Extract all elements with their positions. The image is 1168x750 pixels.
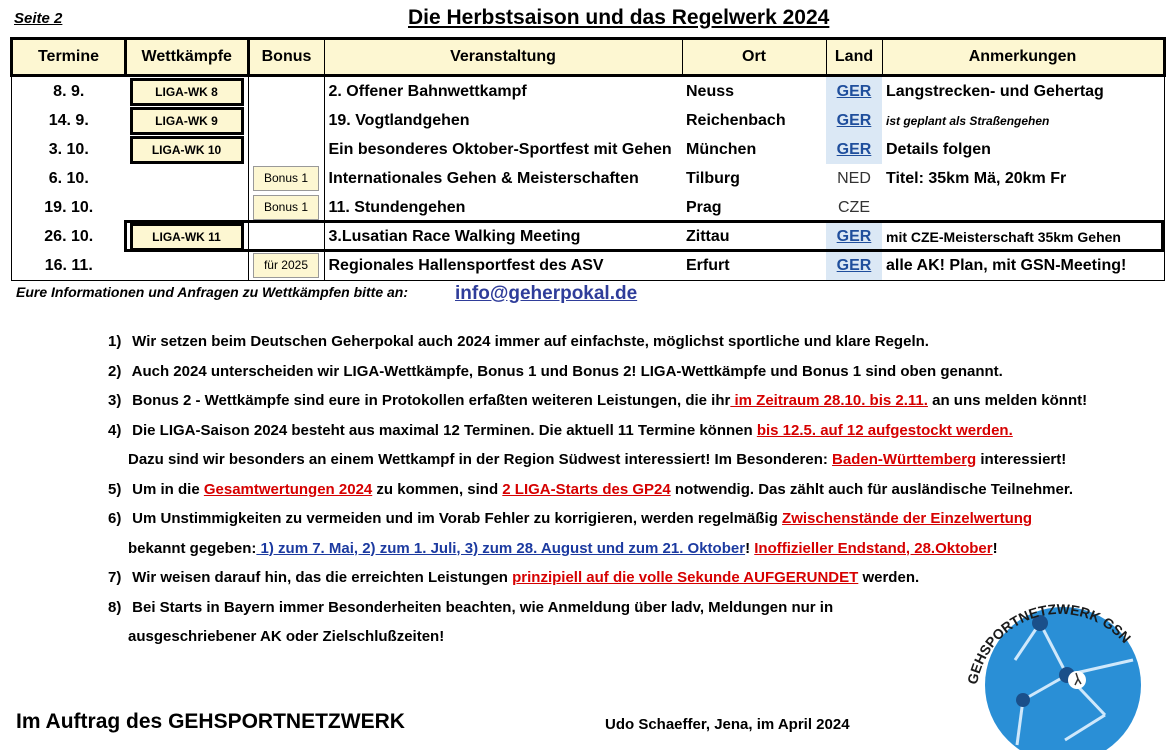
rule-highlight: Zwischenstände der Einzelwertung [782, 510, 1033, 527]
rule-highlight: prinzipiell auf die volle Sekunde AUFGERUNDET [512, 569, 859, 586]
table-row [12, 222, 1165, 251]
table-row [12, 106, 1165, 135]
rule-text: Auch 2024 unterscheiden wir LIGA-Wettkämpfe, Bonus 1 und Bonus 2! LIGA-Wettkämpfe und Bonus 1 sind oben genannt. [131, 362, 1003, 380]
cell-land-link[interactable]: GER [826, 76, 882, 107]
header-termine: Termine [12, 39, 126, 76]
table-row [12, 76, 1165, 107]
rule-item [108, 509, 1128, 539]
header-land: Land [826, 39, 882, 76]
cell-wk [126, 251, 249, 281]
rule-highlight: bis 12.5. auf 12 aufgestockt werden. [756, 421, 1013, 439]
cell-date: 26. 10. [12, 222, 126, 251]
cell-bonus [248, 106, 324, 135]
cell-place: Erfurt [682, 251, 826, 281]
bonus-badge: für 2025 [253, 253, 319, 278]
cell-wk [126, 164, 249, 193]
liga-badge: LIGA-WK 11 [130, 223, 244, 251]
rule-highlight: Inoffizieller Endstand, 28.Oktober [754, 539, 993, 557]
cell-event: 3.Lusatian Race Walking Meeting [324, 222, 682, 251]
rule-highlight: Gesamtwertungen 2024 [203, 480, 373, 498]
cell-event: 19. Vogtlandgehen [324, 106, 682, 135]
cell-date: 16. 11. [12, 251, 126, 281]
cell-event: Ein besonderes Oktober-Sportfest mit Gehen [324, 135, 682, 164]
rule-number: 3) [108, 392, 122, 409]
cell-place: Prag [686, 198, 722, 216]
rule-text: Wir setzen beim Deutschen Geherpokal auch 2024 immer auf einfachste, möglichst sportliche und klare Regeln. [132, 333, 929, 350]
rule-text: interessiert! [976, 451, 1067, 468]
cell-notes: Langstrecken- und Gehertag [882, 76, 1164, 107]
header-wettkaempfe: Wettkämpfe [126, 39, 249, 76]
rule-text: an uns melden könnt! [927, 392, 1088, 409]
page-label: Seite 2 [14, 10, 63, 27]
cell-date: 6. 10. [12, 164, 126, 193]
footer-organisation: Im Auftrag des GEHSPORTNETZWERK [16, 710, 405, 733]
cell-land-link[interactable]: GER [826, 106, 882, 135]
bonus-badge: Bonus 1 [253, 166, 319, 191]
cell-bonus [248, 135, 324, 164]
rule-text: werden. [858, 569, 920, 586]
rule-item [108, 332, 1128, 362]
header-anmerkungen: Anmerkungen [882, 39, 1164, 76]
rule-number: 7) [108, 569, 122, 586]
rule-highlight: im Zeitraum 28.10. bis 2.11. [730, 392, 928, 409]
table-row [12, 135, 1165, 164]
rule-text: ! [992, 539, 998, 557]
rule-number: 8) [108, 598, 122, 616]
rule-continuation [108, 450, 1128, 480]
rule-item [108, 362, 1128, 392]
rule-dates: 1) zum 7. Mai, 2) zum 1. Juli, 3) zum 28. August und zum 21. Oktober [256, 539, 746, 557]
rule-item [108, 421, 1128, 451]
email-link[interactable]: info@geherpokal.de [455, 283, 638, 304]
rule-text: Wir weisen darauf hin, das die erreichten Leistungen [132, 569, 513, 586]
cell-event: 2. Offener Bahnwettkampf [324, 76, 682, 107]
schedule-table [10, 37, 1166, 281]
info-text: Eure Informationen und Anfragen zu Wettkämpfen bitte an: [16, 284, 409, 300]
rule-item [108, 480, 1128, 510]
cell-notes: Titel: 35km Mä, 20km Fr [882, 164, 1164, 193]
cell-date: 14. 9. [12, 106, 126, 135]
liga-badge: LIGA-WK 10 [130, 136, 244, 164]
rule-text: Um in die [132, 480, 204, 498]
rule-continuation [108, 539, 1128, 569]
cell-bonus [248, 76, 324, 107]
rule-number: 1) [108, 333, 122, 350]
cell-event: Internationales Gehen & Meisterschaften [324, 164, 682, 193]
cell-place: Reichenbach [686, 111, 786, 129]
cell-date: 3. 10. [12, 135, 126, 164]
rule-number: 6) [108, 510, 122, 527]
rule-highlight: Baden-Württemberg [832, 451, 977, 468]
rule-text: Bei Starts in Bayern immer Besonderheiten beachten, wie Anmeldung über ladv, Meldungen nur in [132, 598, 834, 616]
footer-author: Udo Schaeffer, Jena, im April 2024 [605, 716, 850, 733]
table-row [12, 193, 1165, 222]
rule-number: 4) [108, 421, 122, 439]
rule-text: ! [745, 539, 755, 557]
rule-text: bekannt gegeben: [128, 539, 257, 557]
table-row [12, 251, 1165, 281]
cell-notes: alle AK! Plan, mit GSN-Meeting! [882, 251, 1164, 281]
cell-notes: Details folgen [882, 135, 1164, 164]
cell-event: 11. Stundengehen [324, 193, 682, 222]
cell-land-link[interactable]: GER [826, 135, 882, 164]
cell-date: 19. 10. [12, 193, 126, 222]
rule-text: zu kommen, sind [372, 480, 503, 498]
cell-land-link[interactable]: GER [826, 251, 882, 281]
cell-bonus [248, 222, 324, 251]
header-veranstaltung: Veranstaltung [324, 39, 682, 76]
rule-text: notwendig. Das zählt auch für ausländische Teilnehmer. [670, 480, 1074, 498]
cell-land: NED [837, 169, 871, 187]
rule-highlight: 2 LIGA-Starts des GP24 [502, 480, 671, 498]
cell-place: München [686, 140, 757, 158]
cell-place: Zittau [686, 227, 730, 245]
rule-item [108, 391, 1128, 421]
cell-wk [126, 193, 249, 222]
table-row [12, 164, 1165, 193]
cell-land-link[interactable]: GER [826, 222, 882, 251]
header-bonus: Bonus [248, 39, 324, 76]
cell-place: Neuss [686, 82, 735, 100]
cell-notes [882, 193, 1164, 222]
cell-land: CZE [838, 198, 870, 216]
page-title: Die Herbstsaison und das Regelwerk 2024 [408, 6, 830, 29]
cell-notes: mit CZE-Meisterschaft 35km Gehen [882, 222, 1164, 251]
logo-text: GEHSPORTNETZWERK GSN [964, 600, 1135, 686]
rule-text: Dazu sind wir besonders an einem Wettkampf in der Region Südwest interessiert! Im Besonderen: [128, 451, 833, 468]
rule-text: Die LIGA-Saison 2024 besteht aus maximal 12 Terminen. Die aktuell 11 Termine können [132, 421, 757, 439]
rule-text: Bonus 2 - Wettkämpfe sind eure in Protokollen erfaßten weiteren Leistungen, die ihr [132, 392, 731, 409]
header-ort: Ort [682, 39, 826, 76]
bonus-badge: Bonus 1 [253, 195, 319, 220]
cell-event: Regionales Hallensportfest des ASV [324, 251, 682, 281]
liga-badge: LIGA-WK 8 [130, 78, 244, 106]
rule-text: ausgeschriebener AK oder Zielschlußzeiten! [128, 628, 445, 645]
liga-badge: LIGA-WK 9 [130, 107, 244, 135]
rule-number: 2) [108, 362, 122, 380]
cell-notes: ist geplant als Straßengehen [882, 106, 1164, 135]
cell-place: Tilburg [686, 169, 740, 187]
rule-text: Um Unstimmigkeiten zu vermeiden und im Vorab Fehler zu korrigieren, werden regelmäßig [132, 510, 783, 527]
cell-date: 8. 9. [12, 76, 126, 107]
rule-number: 5) [108, 480, 122, 498]
table-header-row [12, 39, 1165, 76]
gsn-logo [955, 565, 1155, 750]
